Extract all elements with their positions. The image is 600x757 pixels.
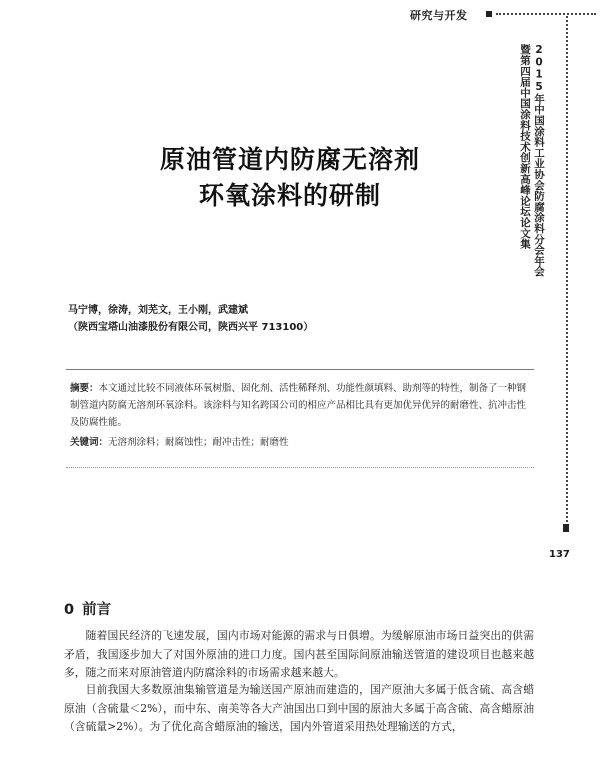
keywords-label: 关键词： [70,437,109,448]
abstract-top-rule [66,369,534,370]
conference-title-line-2: 暨第四届中国涂料技术创新高峰论坛论文集 [519,44,531,250]
section-title: 前言 [82,602,112,618]
header-square-marker [486,11,492,17]
section-label: 研究与开发 [410,9,468,22]
section-number: 0 [64,602,75,618]
affiliation: （陕西宝塔山油漆股份有限公司，陕西兴平 713100） [68,322,314,333]
body-paragraph-1: 随着国民经济的飞速发展，国内市场对能源的需求与日俱增。为缓解原油市场日益突出的供需矛盾，我国逐步加大了对国外原油的进口力度。国内甚至国际间原油输送管道的建设项目也越来越多，随之而来对原油管道内防腐涂料的市场需求越来越大。 [64,629,534,680]
body-paragraph-2: 目前我国大多数原油集输管道是为输送国产原油而建造的，国产原油大多属于低含硫、高含蜡原油（含硫量＜2%），而中东、南美等各大产油国出口到中国的原油大多属于高含硫、高含蜡原油（含硫量>2%）。为了优化高含蜡原油的输送，国内外管道采用热处理输送的方式， [64,683,534,734]
conference-title-line-1: 2015年中国涂料工业协会防腐涂料分会年会 [533,44,545,277]
keywords [70,434,530,451]
keywords-text: 无溶剂涂料；耐腐蚀性；耐冲击性；耐磨性 [108,437,289,448]
abstract-label: 摘要： [70,383,99,394]
header-dotted-rule [496,13,596,15]
section-heading [64,598,111,619]
abstract-bottom-rule [66,467,534,468]
side-rule-end-marker [563,524,569,532]
abstract-text: 本文通过比较不同液体环氧树脂、固化剂、活性稀释剂、功能性颜填料、助剂等的特性，制备了一种钢制管道内防腐无溶剂环氧涂料。该涂料与知名跨国公司的相应产品相比具有更加优异优异的耐磨性、抗冲击性及防腐性能。 [70,383,527,428]
authors: 马宁博，徐涛，刘芜文，王小刚，武建斌 [68,305,248,316]
paper-title-line-1: 原油管道内防腐无溶剂 [159,145,420,174]
side-dotted-rule [566,16,568,526]
page-number: 137 [549,549,570,560]
paper-title-line-2: 环氧涂料的研制 [198,181,381,210]
abstract [70,380,530,431]
